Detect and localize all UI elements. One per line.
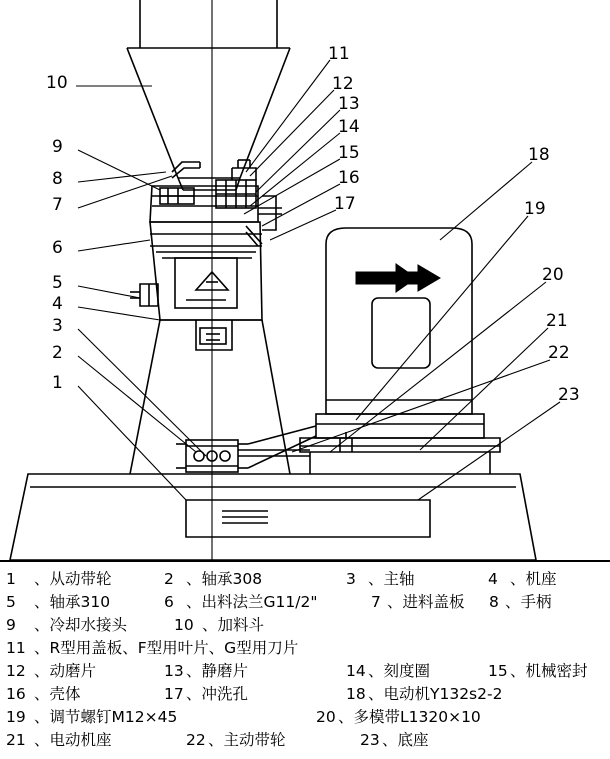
legend-item-label: 、刻度圈 (368, 662, 431, 680)
legend-divider (0, 560, 610, 562)
legend-item: 2 (164, 570, 174, 588)
callout-2: 2 (52, 343, 63, 363)
legend-item: 17 (164, 685, 184, 703)
legend-item-label: 、电动机座 (34, 731, 112, 749)
double-right-arrow-icon (356, 264, 440, 292)
legend-row (0, 637, 610, 660)
legend-item-label: 、多模带L1320×10 (338, 708, 481, 726)
callout-16: 16 (338, 168, 360, 188)
callout-8: 8 (52, 169, 63, 189)
leader-lines-left (76, 86, 206, 500)
legend-item: 23 (360, 731, 380, 749)
legend-item-label: 、壳体 (34, 685, 81, 703)
callout-22: 22 (548, 343, 570, 363)
callout-numbers (46, 44, 580, 405)
feed-hopper (127, 0, 290, 190)
legend-item-label: 、加料斗 (202, 616, 265, 634)
legend-item-label: 、机械密封 (510, 662, 588, 680)
legend-item: 14 (346, 662, 366, 680)
callout-23: 23 (558, 385, 580, 405)
callout-21: 21 (546, 311, 568, 331)
callout-14: 14 (338, 117, 360, 137)
legend-item-label: 、机座 (510, 570, 557, 588)
legend-item: 13 (164, 662, 184, 680)
legend-item-label: 、手柄 (505, 593, 552, 611)
legend-row (0, 591, 610, 614)
legend-item: 8 (489, 593, 499, 611)
legend-item: 9 (6, 616, 16, 634)
legend-item-label: 、出料法兰G11/2" (186, 593, 318, 611)
electric-motor (300, 228, 500, 474)
callout-6: 6 (52, 238, 63, 258)
legend-item-label: 、R型用盖板、F型用叶片、G型用刀片 (34, 639, 299, 657)
legend-item: 4 (488, 570, 498, 588)
legend-item: 16 (6, 685, 26, 703)
legend-item: 7 (371, 593, 381, 611)
callout-7: 7 (52, 195, 63, 215)
legend-row (0, 706, 610, 729)
base-frame (10, 474, 536, 560)
callout-17: 17 (334, 194, 356, 214)
callout-18: 18 (528, 145, 550, 165)
grinder-housing (150, 222, 262, 350)
legend-row (0, 683, 610, 706)
callout-5: 5 (52, 273, 63, 293)
callout-20: 20 (542, 265, 564, 285)
legend-item: 5 (6, 593, 16, 611)
legend-item-label: 、从动带轮 (34, 570, 112, 588)
callout-9: 9 (52, 137, 63, 157)
legend-item: 22 (186, 731, 206, 749)
legend-item: 1 (6, 570, 16, 588)
legend-item-label: 、轴承308 (186, 570, 263, 588)
legend-row (0, 729, 610, 752)
callout-12: 12 (332, 74, 354, 94)
legend-item-label: 、电动机Y132s2-2 (368, 685, 503, 703)
callout-3: 3 (52, 316, 63, 336)
legend-item: 15 (488, 662, 508, 680)
callout-10: 10 (46, 73, 68, 93)
legend-item-label: 、动磨片 (34, 662, 97, 680)
callout-13: 13 (338, 94, 360, 114)
callout-4: 4 (52, 294, 63, 314)
discharge-flange (246, 196, 282, 246)
parts-legend (0, 560, 610, 759)
legend-item-label: 、轴承310 (34, 593, 111, 611)
legend-item: 6 (164, 593, 174, 611)
legend-item: 20 (316, 708, 336, 726)
legend-item-label: 、底座 (382, 731, 429, 749)
legend-item-label: 、主轴 (368, 570, 415, 588)
legend-item-label: 、调节螺钉M12×45 (34, 708, 178, 726)
legend-item: 3 (346, 570, 356, 588)
legend-item-label: 、主动带轮 (208, 731, 286, 749)
legend-row (0, 614, 610, 637)
legend-item: 10 (174, 616, 194, 634)
driven-pulley (176, 440, 310, 472)
legend-item: 18 (346, 685, 366, 703)
leader-lines-right (292, 162, 560, 500)
callout-1: 1 (52, 373, 63, 393)
callout-15: 15 (338, 143, 360, 163)
legend-row (0, 568, 610, 591)
callout-11: 11 (328, 44, 350, 64)
legend-row (0, 660, 610, 683)
legend-item-label: 、静磨片 (186, 662, 249, 680)
legend-item-label: 、冷却水接头 (34, 616, 128, 634)
legend-item: 21 (6, 731, 26, 749)
legend-item: 12 (6, 662, 26, 680)
legend-item: 19 (6, 708, 26, 726)
legend-item-label: 、冲洗孔 (186, 685, 249, 703)
legend-item-label: 、进料盖板 (387, 593, 465, 611)
legend-item: 11 (6, 639, 26, 657)
callout-19: 19 (524, 199, 546, 219)
